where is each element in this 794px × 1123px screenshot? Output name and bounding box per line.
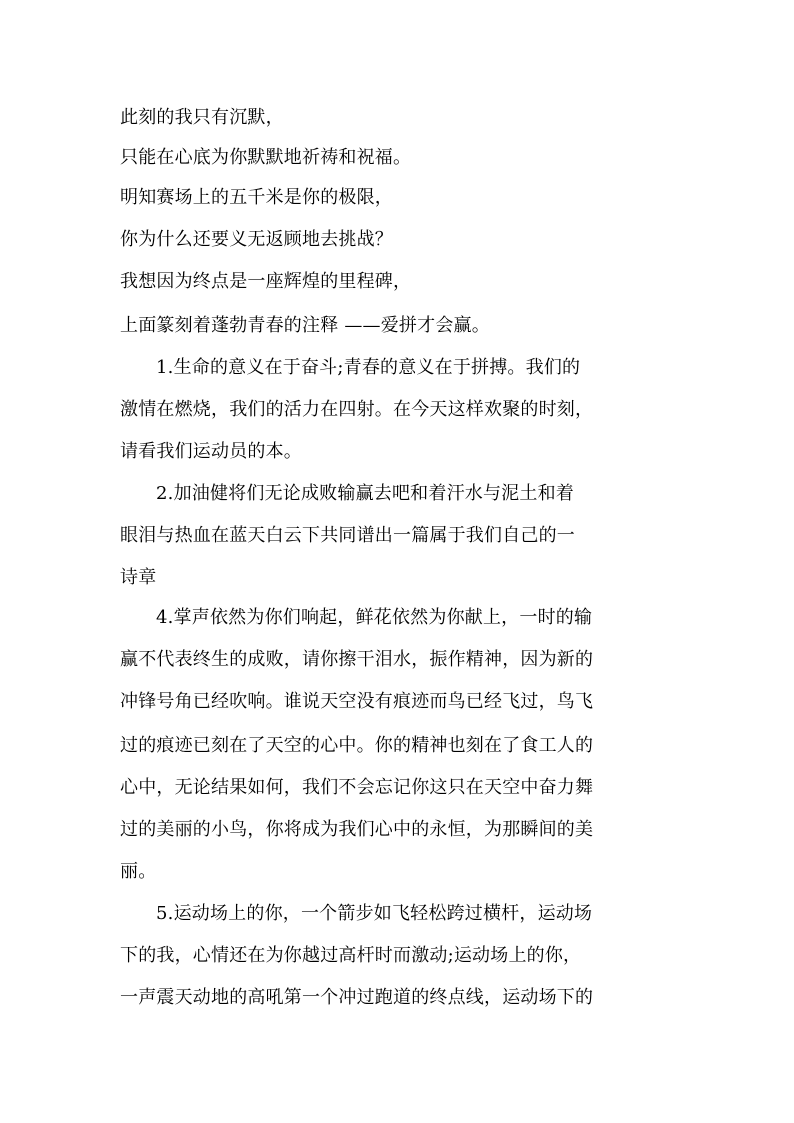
- poem-line: 我想因为终点是一座辉煌的里程碑，: [120, 271, 412, 292]
- paragraph-line: 一声震天动地的高吼第一个冲过跑道的终点线，运动场下的: [120, 987, 594, 1008]
- paragraph-line: 冲锋号角已经吹响。谁说天空没有痕迹而鸟已经飞过，鸟飞: [120, 691, 594, 712]
- paragraph-line: 心中，无论结果如何，我们不会忘记你这只在天空中奋力舞: [120, 777, 594, 798]
- paragraph-line: 下的我，心情还在为你越过高杆时而激动;运动场上的你，: [120, 945, 582, 966]
- paragraph-line: 赢不代表终生的成败，请你擦干泪水，振作精神，因为新的: [120, 649, 594, 670]
- paragraph-line: 激情在燃烧，我们的活力在四射。在今天这样欢聚的时刻，: [120, 399, 594, 420]
- poem-line: 明知赛场上的五千米是你的极限，: [120, 187, 393, 208]
- poem-line: 上面篆刻着蓬勃青春的注释 ——爱拼才会赢。: [120, 315, 490, 336]
- paragraph-line: 请看我们运动员的本。: [120, 441, 302, 462]
- paragraph-line: 1.生命的意义在于奋斗;青春的意义在于拼搏。我们的: [156, 357, 581, 378]
- paragraph-line: 过的美丽的小鸟，你将成为我们心中的永恒，为那瞬间的美: [120, 819, 594, 840]
- paragraph-line: 诗章: [120, 567, 157, 588]
- paragraph-line: 2.加油健将们无论成败输赢去吧和着汗水与泥土和着: [156, 483, 574, 504]
- paragraph-line: 丽。: [120, 861, 157, 882]
- paragraph-line: 眼泪与热血在蓝天白云下共同谱出一篇属于我们自己的一: [120, 525, 575, 546]
- poem-line: 只能在心底为你默默地祈祷和祝福。: [120, 147, 412, 168]
- paragraph-line: 过的痕迹已刻在了天空的心中。你的精神也刻在了食工人的: [120, 735, 594, 756]
- poem-line: 你为什么还要义无返顾地去挑战？: [120, 229, 393, 250]
- paragraph-line: 4.掌声依然为你们响起，鲜花依然为你献上，一时的输: [156, 607, 593, 628]
- poem-line: 此刻的我只有沉默，: [120, 107, 284, 128]
- paragraph-line: 5.运动场上的你，一个箭步如飞轻松跨过横杆，运动场: [156, 903, 593, 924]
